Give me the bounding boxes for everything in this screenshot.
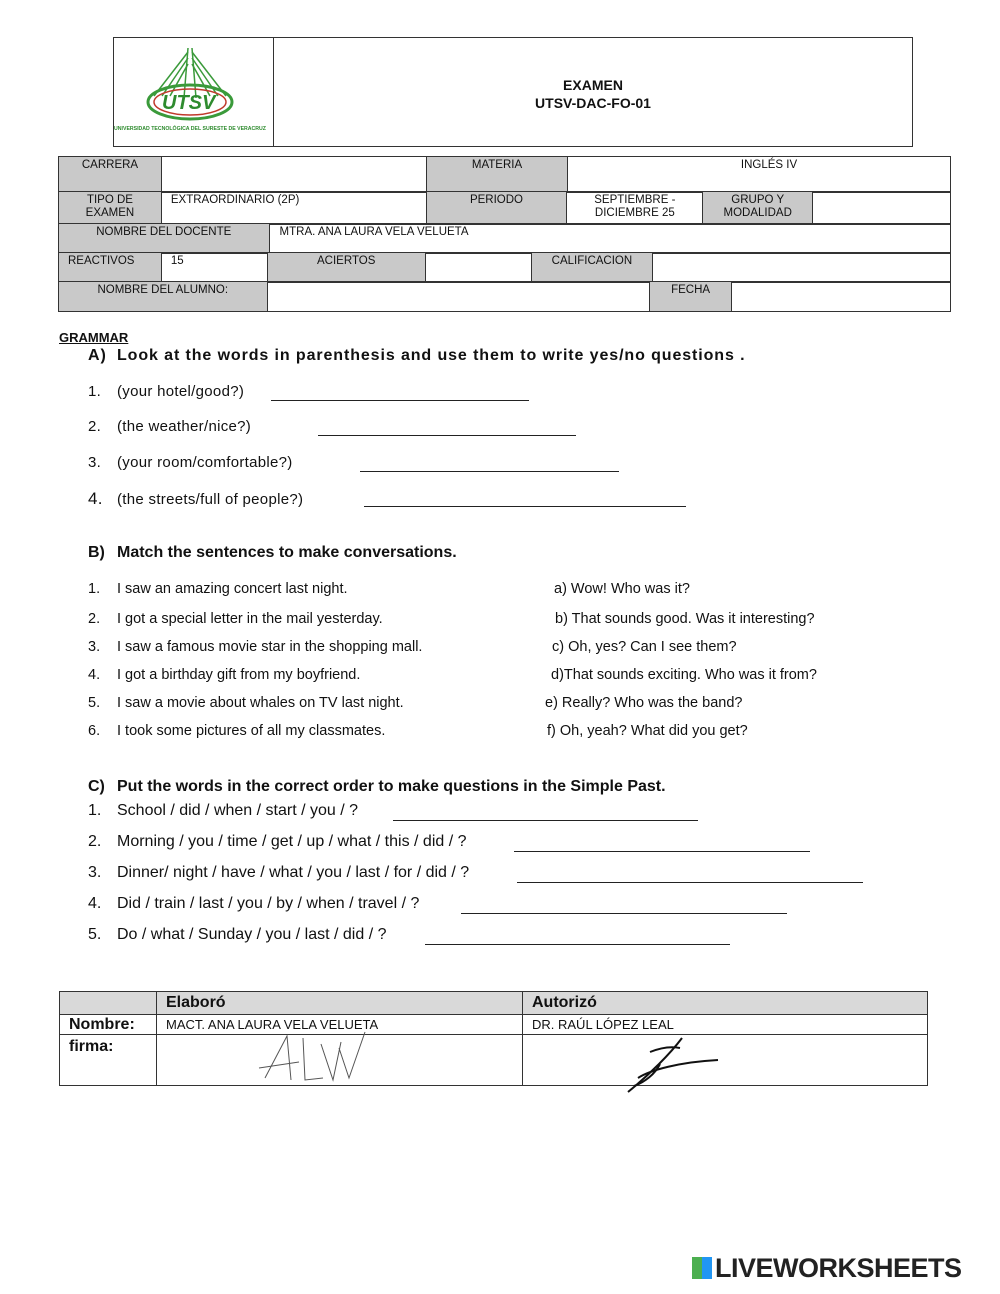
match-text: I saw a movie about whales on TV last night. (117, 695, 404, 711)
question-number: 2. (88, 418, 102, 435)
sig-hline-2 (60, 1034, 927, 1035)
order-text: Morning / you / time / get / up / what / this / did / ? (117, 833, 467, 850)
section-b-instruction: Match the sentences to make conversations. (117, 544, 457, 561)
title-line-2: UTSV-DAC-FO-01 (535, 95, 651, 111)
answer-c-4-input[interactable] (461, 899, 787, 914)
order-text: Do / what / Sunday / you / last / did / ? (117, 926, 387, 943)
match-right-a: a) Wow! Who was it? (554, 581, 690, 597)
match-number: 2. (88, 611, 101, 627)
question-a-2 (88, 418, 251, 435)
match-text: I got a special letter in the mail yesterday. (117, 611, 383, 627)
section-b-letter: B) (88, 544, 105, 561)
grupo-field[interactable] (812, 191, 951, 225)
liveworksheets-logo-icon (692, 1257, 712, 1279)
order-number: 2. (88, 833, 102, 850)
alumno-field[interactable] (267, 281, 650, 312)
docente-label: NOMBRE DEL DOCENTE (58, 223, 270, 254)
section-c-heading (88, 778, 666, 796)
question-a-3 (88, 454, 293, 471)
answer-c-3-input[interactable] (517, 868, 863, 883)
calificacion-label: CALIFICACION (531, 252, 654, 283)
elaboro-signature (255, 1028, 370, 1090)
order-item-3 (88, 864, 469, 882)
match-number: 6. (88, 723, 101, 739)
section-c-instruction: Put the words in the correct order to make questions in the Simple Past. (117, 778, 666, 795)
answer-a-1-input[interactable] (271, 386, 529, 401)
logo-caption: UNIVERSIDAD TECNOLÓGICA DEL SURESTE DE VERACRUZ (114, 126, 266, 132)
question-a-1 (88, 383, 244, 400)
fecha-label: FECHA (649, 281, 733, 312)
match-right-c: c) Oh, yes? Can I see them? (552, 639, 737, 655)
order-text: Did / train / last / you / by / when / travel / ? (117, 895, 420, 912)
section-c-letter: C) (88, 778, 105, 795)
periodo-value: SEPTIEMBRE - DICIEMBRE 25 (566, 191, 703, 225)
tipo-value: EXTRAORDINARIO (2P) (161, 191, 427, 225)
reactivos-value: 15 (161, 252, 268, 283)
answer-a-3-input[interactable] (360, 457, 619, 472)
grupo-label: GRUPO Y MODALIDAD (702, 191, 813, 225)
match-right-d: d)That sounds exciting. Who was it from? (551, 667, 817, 683)
logo-text: UTSV (162, 92, 216, 114)
liveworksheets-watermark (692, 1253, 962, 1284)
exam-header (113, 37, 913, 147)
question-number: 3. (88, 454, 102, 471)
match-number: 4. (88, 667, 101, 683)
watermark-text: LIVEWORKSHEETS (715, 1253, 962, 1283)
info-row-2 (59, 192, 951, 225)
section-a-letter: A) (88, 347, 107, 364)
sig-hline-1 (60, 1014, 927, 1015)
answer-c-2-input[interactable] (514, 837, 810, 852)
match-number: 3. (88, 639, 101, 655)
match-right-b: b) That sounds good. Was it interesting? (555, 611, 815, 627)
exam-title (274, 76, 912, 112)
section-b-heading (88, 544, 457, 562)
info-row-5 (59, 282, 951, 312)
match-left-6 (88, 723, 385, 739)
match-left-3 (88, 639, 422, 655)
materia-value: INGLÉS IV (567, 156, 951, 193)
question-a-4 (88, 489, 303, 509)
order-number: 3. (88, 864, 102, 881)
question-text: (the weather/nice?) (117, 418, 252, 435)
question-text: (your room/comfortable?) (117, 454, 293, 471)
match-left-4 (88, 667, 360, 683)
section-a-heading (88, 347, 745, 365)
periodo-label: PERIODO (426, 191, 568, 225)
aciertos-field[interactable] (425, 252, 532, 283)
order-item-2 (88, 833, 467, 851)
info-row-3 (59, 224, 951, 254)
autorizo-signature (620, 1034, 725, 1096)
elaboro-name: MACT. ANA LAURA VELA VELUETA (166, 1017, 379, 1032)
order-number: 5. (88, 926, 102, 943)
match-text: I took some pictures of all my classmates. (117, 723, 386, 739)
match-left-5 (88, 695, 404, 711)
section-a-instruction: Look at the words in parenthesis and use them to write yes/no questions . (117, 347, 746, 364)
match-text: I saw an amazing concert last night. (117, 581, 348, 597)
nombre-label: Nombre: (69, 1016, 135, 1033)
order-item-1 (88, 802, 358, 820)
question-text: (the streets/full of people?) (117, 491, 304, 508)
order-text: School / did / when / start / you / ? (117, 802, 359, 819)
info-row-4 (59, 253, 951, 283)
match-right-e: e) Really? Who was the band? (545, 695, 743, 711)
grammar-heading: GRAMMAR (59, 330, 129, 345)
aciertos-label: ACIERTOS (267, 252, 426, 283)
signature-table (59, 991, 928, 1086)
materia-label: MATERIA (426, 156, 568, 193)
match-text: I got a birthday gift from my boyfriend. (117, 667, 361, 683)
title-line-1: EXAMEN (563, 77, 623, 93)
question-text: (your hotel/good?) (117, 383, 245, 400)
firma-label: firma: (69, 1038, 114, 1055)
calificacion-field[interactable] (652, 252, 951, 283)
docente-value: MTRA. ANA LAURA VELA VELUETA (269, 223, 951, 254)
answer-c-5-input[interactable] (425, 930, 730, 945)
tipo-label: TIPO DE EXAMEN (58, 191, 162, 225)
match-number: 1. (88, 581, 101, 597)
carrera-field[interactable] (161, 156, 427, 193)
fecha-field[interactable] (731, 281, 951, 312)
answer-a-2-input[interactable] (318, 421, 576, 436)
order-item-4 (88, 895, 419, 913)
order-number: 1. (88, 802, 102, 819)
alumno-label: NOMBRE DEL ALUMNO: (58, 281, 268, 312)
order-item-5 (88, 926, 386, 944)
order-number: 4. (88, 895, 102, 912)
reactivos-label: REACTIVOS (58, 252, 162, 283)
answer-a-4-input[interactable] (364, 492, 686, 507)
info-row-1 (59, 157, 951, 193)
match-number: 5. (88, 695, 101, 711)
autorizo-name: DR. RAÚL LÓPEZ LEAL (532, 1017, 674, 1032)
carrera-label: CARRERA (58, 156, 162, 193)
order-text: Dinner/ night / have / what / you / last / for / did / ? (117, 864, 470, 881)
autorizo-label: Autorizó (532, 994, 597, 1011)
elaboro-label: Elaboró (166, 994, 226, 1011)
match-right-f: f) Oh, yeah? What did you get? (547, 723, 748, 739)
match-text: I saw a famous movie star in the shopping mall. (117, 639, 423, 655)
match-left-2 (88, 611, 383, 627)
utsv-logo (114, 38, 274, 146)
question-number: 4. (88, 489, 103, 508)
answer-c-1-input[interactable] (393, 806, 698, 821)
question-number: 1. (88, 383, 102, 400)
match-left-1 (88, 581, 348, 597)
